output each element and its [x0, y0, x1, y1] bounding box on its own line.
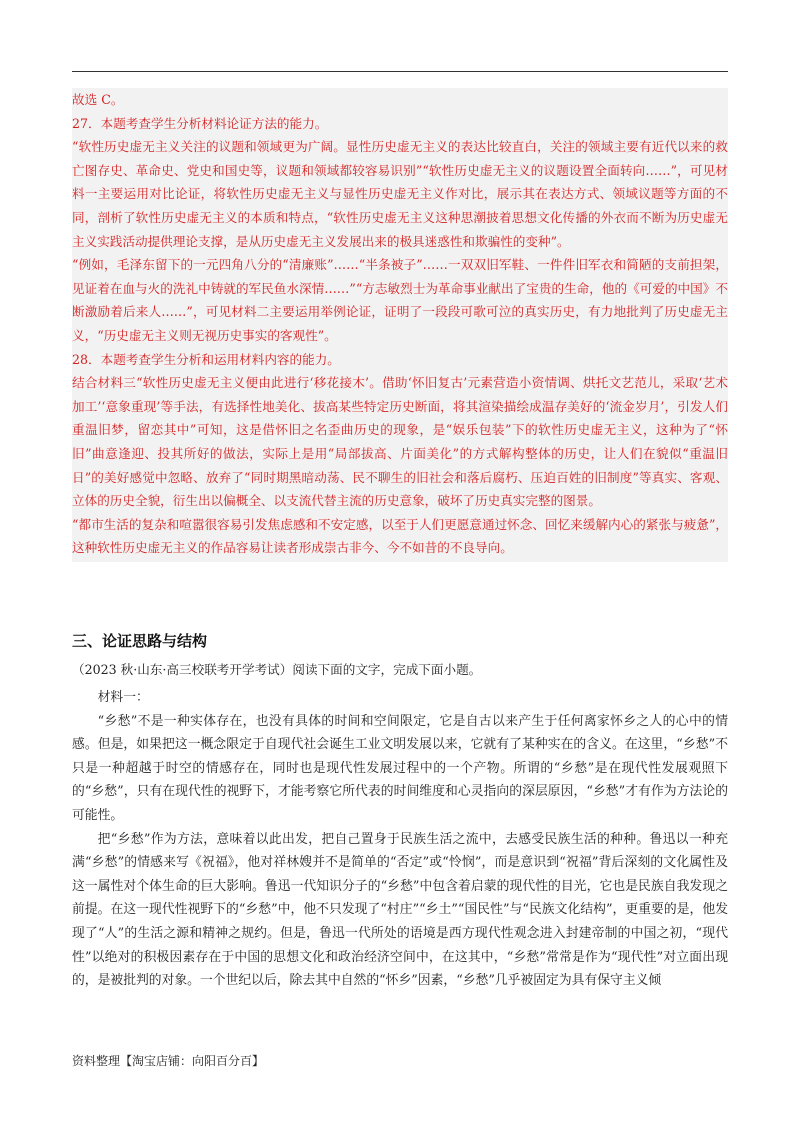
material-label: 材料一：: [97, 690, 149, 705]
answer-q27-paragraph-2: “例如，毛泽东留下的一元四角八分的“清廉账”……“半条被子”……一双双旧军鞋、一件件旧军衣和简陋的支前担架，见证着在血与火的洗礼中铸就的军民鱼水深情……”“方志敏烈士为革命事业献出了宝贵的生命，他的《可爱的中国》不断激励着后来人……”，可见材料二主要运用举例论证，证明了一段段可歌可泣的真实历史，有力地批判了历史虚无主义，“历史虚无主义则无视历史事实的客观性”。: [72, 257, 728, 343]
material-paragraph-1: “乡愁”不是一种实体存在，也没有具体的时间和空间限定，它是自古以来产生于任何离家怀乡之人的心中的情感。但是，如果把这一概念限定于自现代社会诞生工业文明发展以来，它就有了某种实在的含义。在这里，“乡愁”不只是一种超越于时空的情感存在，同时也是现代性发展过程中的一个产物。所谓的“乡愁”是在现代性发展观照下的“乡愁”，只有在现代性的视野下，才能考察它所代表的时间维度和心灵指向的深层原因，“乡愁”才有作为方法论的可能性。: [72, 713, 728, 823]
material-paragraph-2: 把“乡愁”作为方法，意味着以此出发，把自己置身于民族生活之流中，去感受民族生活的种种。鲁迅以一种充满“乡愁”的情感来写《祝福》，他对祥林嫂并不是简单的“否定”或“怜悯”，而是意识到“祝福”背后深刻的文化属性及这一属性对个体生命的巨大影响。鲁迅一代知识分子的“乡愁”中包含着启蒙的现代性的目光，它也是民族自我发现之前提。在这一现代性视野下的“乡愁”中，他不只发现了“村庄”“乡土”“国民性”与“民族文化结构”，更重要的是，他发现了“人”的生活之源和精神之规约。但是，鲁迅一代所处的语境是西方现代性观念进入封建帝制的中国之初，“现代性”以绝对的积极因素存在于中国的思想文化和政治经济空间中，在这其中，“乡愁”常常是作为“现代性”对立面出现的，是被批判的对象。一个世纪以后，除去其中自然的“怀乡”因素，“乡愁”几乎被固定为具有保守主义倾: [72, 831, 728, 989]
section-title: 三、论证思路与结构: [72, 632, 208, 650]
answer-q28-paragraph-1: 结合材料三“软性历史虚无主义便由此进行‘移花接木’。借助‘怀旧复古’元素营造小资情调、烘托文艺范儿，采取‘艺术加工’‘意象重现’等手法，有选择性地美化、拔高某些特定历史断面，将其渲染描绘成温存美好的‘流金岁月’，引发人们重温旧梦，留恋其中”可知，这是借怀旧之名歪曲历史的现象，是“娱乐包装”下的软性历史虚无主义，这种为了“怀旧”曲意逢迎、投其所好的做法，实际上是用“局部拔高、片面美化”的方式解构整体的历史，让人们在貌似“重温旧日”的美好感觉中忽略、放弃了“同时期黑暗动荡、民不聊生的旧社会和落后腐朽、压迫百姓的旧制度”等真实、客观、立体的历史全貌，衍生出以偏概全、以支流代替主流的历史意象，破坏了历史真实完整的图景。: [72, 375, 728, 509]
reading-material: [72, 686, 728, 993]
footer-source-note: 资料整理【淘宝店铺：向阳百分百】: [72, 1054, 265, 1068]
answer-q28-heading: 28．本题考查学生分析和运用材料内容的能力。: [72, 351, 340, 367]
header-rule: [72, 71, 728, 72]
answer-q27-paragraph-1: “软性历史虚无主义关注的议题和领域更为广阔。显性历史虚无主义的表达比较直白，关注的领域主要有近代以来的救亡图存史、革命史、党史和国史等，议题和领域都较容易识别”“软性历史虚无主义的议题设置全面转向……”，可见材料一主要运用对比论证，将软性历史虚无主义与显性历史虚无主义作对比，展示其在表达方式、领域议题等方面的不同，剖析了软性历史虚无主义的本质和特点，“软性历史虚无主义这种思潮披着思想文化传播的外衣而不断为历史虚无主义实践活动提供理论支撑，是从历史虚无主义发展出来的极具迷惑性和欺骗性的变种”。: [72, 139, 728, 249]
answer-q28-paragraph-2: “都市生活的复杂和喧嚣很容易引发焦虑感和不安定感，以至于人们更愿意通过怀念、回忆来缓解内心的紧张与疲惫”，这种软性历史虚无主义的作品容易让读者形成崇古非今、今不如昔的不良导向。: [72, 516, 728, 556]
answer-explanation-block: [72, 88, 728, 562]
answer-q27-heading: 27．本题考查学生分析材料论证方法的能力。: [72, 115, 328, 131]
answer-q26-tail: 故选 C。: [72, 92, 124, 107]
question-intro: （2023 秋·山东·高三校联考开学考试）阅读下面的文字，完成下面小题。: [72, 662, 482, 677]
